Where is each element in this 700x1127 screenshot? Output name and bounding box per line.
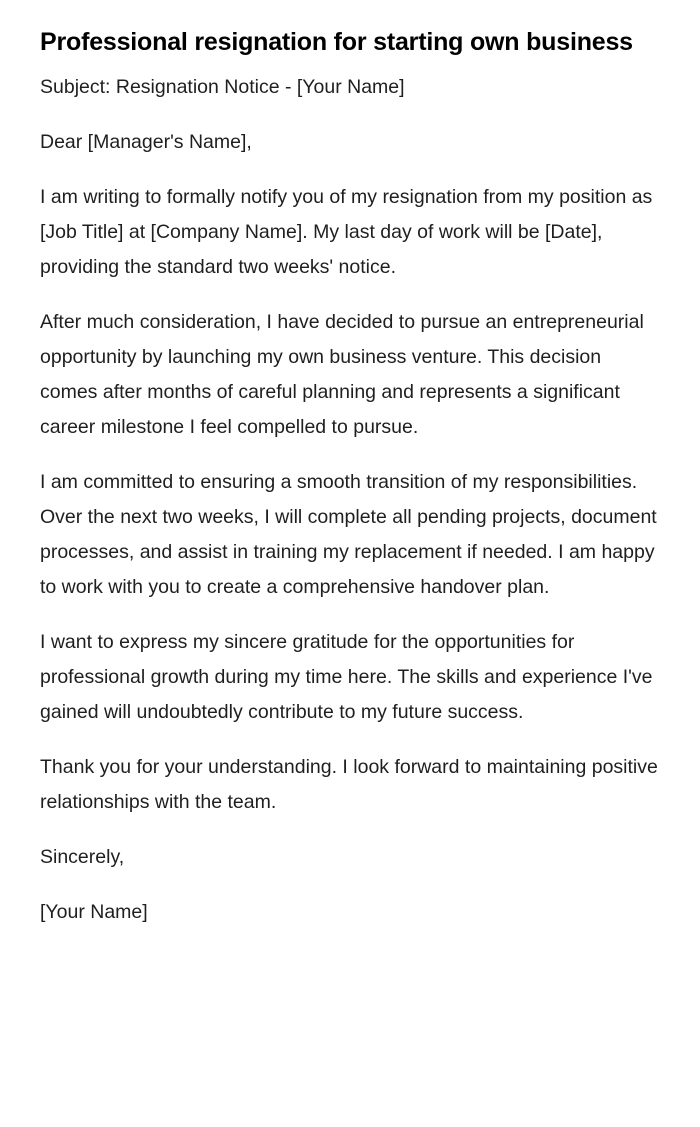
body-paragraph-transition: I am committed to ensuring a smooth transition of my responsibilities. Over the next two weeks, I will complete all pending projects, document processes, and assist in training my replacement if needed. I am happy to work with you to create a comprehensive handover plan.: [40, 471, 657, 598]
body-paragraph-gratitude: I want to express my sincere gratitude for the opportunities for professional growth during my time here. The skills and experience I've gained will undoubtedly contribute to my future success.: [40, 631, 653, 723]
subject-line: Subject: Resignation Notice - [Your Name]: [40, 76, 405, 98]
body-paragraph-thanks: Thank you for your understanding. I look forward to maintaining positive relationships with the team.: [40, 756, 658, 813]
salutation: Dear [Manager's Name],: [40, 131, 252, 153]
closing: Sincerely,: [40, 846, 125, 868]
body-paragraph-notice: I am writing to formally notify you of my resignation from my position as [Job Title] at [Company Name]. My last day of work will be [Date], providing the standard two weeks' notice.: [40, 186, 653, 278]
signature: [Your Name]: [40, 901, 148, 923]
page-title: Professional resignation for starting own business: [40, 28, 633, 56]
body-paragraph-reason: After much consideration, I have decided to pursue an entrepreneurial opportunity by launching my own business venture. This decision comes after months of careful planning and represents a significant career milestone I feel compelled to pursue.: [40, 311, 644, 438]
